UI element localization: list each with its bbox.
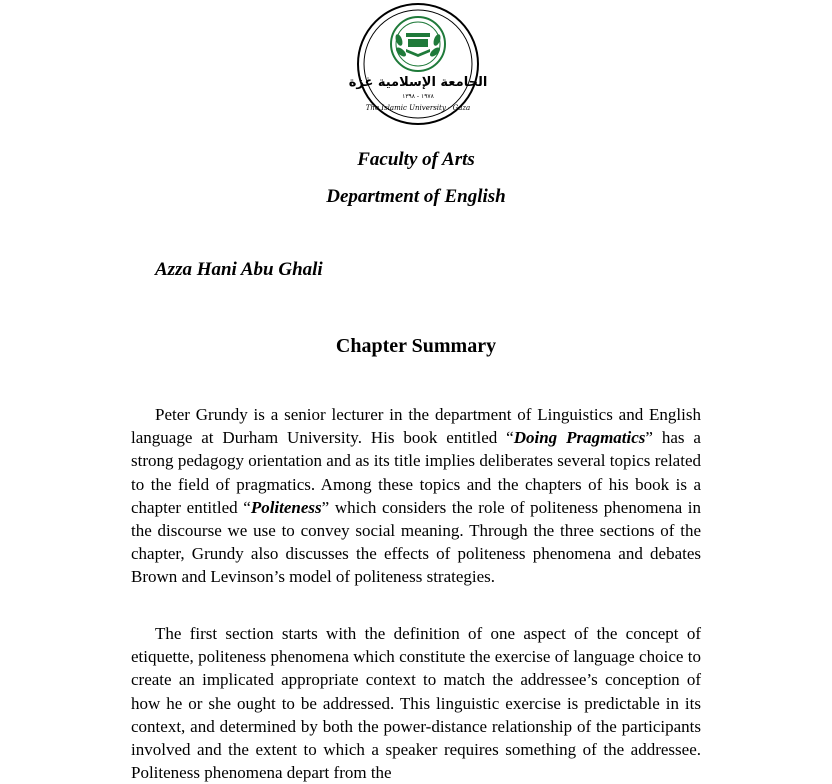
paragraph-2-text: The first section starts with the definition of one aspect of the concept of etiquette, politeness phenomena which constitute the exercise of language choice to create an implicated appropriate context to match the addressee’s conception of how he or she ought to be addressed. This linguistic exercise is predictable in its context, and determined by both the power-distance relationship of the participants involved and the extent to which a speaker requires something of the addressee. Politeness phenomena depart from the <box>131 624 701 783</box>
chapter-title: Politeness <box>250 497 322 517</box>
department-heading: Department of English <box>326 186 506 207</box>
university-seal-logo <box>348 2 488 126</box>
seal-arabic-text: الجامعة الإسلامية غزة <box>348 75 488 90</box>
seal-years: ١٩٧٨ - ١٣٩٨ <box>402 93 434 100</box>
summary-paragraph-2 <box>131 622 701 784</box>
paragraph-1-text-b: ” has a strong pedagogy orientation and as its title implies deliberates several topics related to the field of pragmatics. Among these topics and the chapters of his book is a chapter entitled “ <box>131 428 701 517</box>
seal-english-text: The Islamic University - Gaza <box>365 104 471 112</box>
paragraph-1-text-a: Peter Grundy is a senior lecturer in the department of Linguistics and English language at Durham University. His book entitled “ <box>131 405 701 448</box>
paragraph-1-text-c: ” which considers the role of politeness phenomena in the discourse we use to convey social meaning. Through the three sections of the chapter, Grundy also discusses the effects of politeness phenomena and debates Brown and Levinson’s model of politeness strategies. <box>131 497 701 587</box>
summary-paragraph-1 <box>131 403 701 589</box>
book-title: Doing Pragmatics <box>513 428 646 448</box>
author-name: Azza Hani Abu Ghali <box>155 259 323 280</box>
faculty-heading: Faculty of Arts <box>357 149 475 170</box>
document-title: Chapter Summary <box>335 335 497 357</box>
